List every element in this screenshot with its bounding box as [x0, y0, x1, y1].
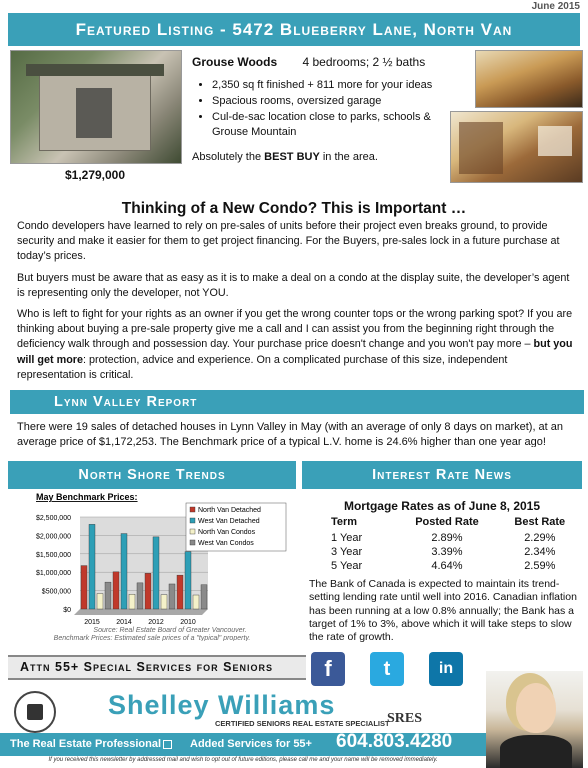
- y-tick-label: $500,000: [41, 588, 71, 596]
- x-tick-label: 2012: [148, 619, 164, 626]
- listing-features: [192, 78, 454, 141]
- legend-swatch: [190, 540, 195, 545]
- paragraph-text: : protection, advice and experience. On a complicated purchase of this size, independent representation is critical.: [17, 353, 508, 381]
- paragraph-text: Who is left to fight for your rights as an owner if you get the wrong counter tops or the wrong parking spot? If you are thinking about buying a pre-sale property give me a call and I can assist you from the beginning right through the deficiency walk through and possession day. Your purchase price doesn't change and you won't pay more –: [17, 308, 573, 351]
- footer-tagline: The Real Estate Professional: [10, 738, 161, 750]
- chart-bar: [121, 534, 127, 609]
- paragraph-bold: but you will get more: [17, 338, 573, 366]
- column-header: Term: [331, 516, 358, 528]
- linkedin-icon[interactable]: in: [429, 652, 463, 686]
- table-row: [309, 531, 581, 545]
- chart-benchmark-note: Benchmark Prices: Estimated sale prices of a "typical" property.: [53, 635, 251, 641]
- agent-portrait: [486, 671, 583, 768]
- issue-date: June 2015: [531, 1, 580, 12]
- beds-baths: 4 bedrooms; 2 ½ baths: [302, 55, 426, 69]
- chart-bar: [193, 595, 199, 609]
- article-paragraph: Condo developers have learned to rely on pre-sales of units before their project even breaks ground, to provide security and make it easier for them to get project financing. For the Buyers, pre-sales lock in a future purchase at today’s prices.: [17, 220, 560, 263]
- sres-logo: SRES: [387, 711, 423, 726]
- chart-bar: [97, 594, 103, 609]
- north-shore-banner: North Shore Trends: [8, 461, 296, 489]
- best-buy-suffix: in the area.: [322, 151, 378, 163]
- neighbourhood-name: Grouse Woods: [192, 55, 278, 69]
- best-buy-prefix: Absolutely the: [192, 151, 262, 163]
- table-cell: 2.89%: [431, 532, 463, 544]
- featured-listing-banner: Featured Listing - 5472 Blueberry Lane, North Van: [8, 13, 580, 46]
- list-item: • 2,350 sq ft finished + 811 more for your ideas: [212, 78, 454, 93]
- chart-bar: [145, 573, 151, 609]
- chart-bar: [89, 524, 95, 609]
- article-paragraph: [17, 307, 575, 383]
- y-tick-label: $1,000,000: [35, 570, 71, 578]
- chart-bar: [113, 572, 119, 609]
- column-header: Best Rate: [514, 516, 566, 528]
- x-tick-label: 2014: [116, 619, 132, 626]
- legend-label: North Van Condos: [198, 529, 256, 536]
- table-cell: 2.59%: [524, 560, 556, 572]
- footer-services: Added Services for 55+: [190, 738, 312, 750]
- table-header-row: [309, 516, 581, 531]
- x-tick-label: 2015: [84, 619, 100, 626]
- mortgage-rates-table: [309, 516, 581, 573]
- table-cell: 5 Year: [331, 560, 363, 572]
- chart-bar: [81, 566, 87, 609]
- agent-phone[interactable]: 604.803.4280: [336, 731, 453, 752]
- y-tick-label: $2,500,000: [35, 515, 71, 522]
- chart-bar: [153, 537, 159, 609]
- checkbox-square-icon: [163, 740, 172, 749]
- chart-bar: [105, 582, 111, 609]
- list-item: • Spacious rooms, oversized garage: [212, 94, 454, 109]
- benchmark-chart-svg: [10, 491, 294, 641]
- legend-swatch: [190, 518, 195, 523]
- chart-bar: [177, 575, 183, 609]
- legend-label: West Van Detached: [198, 518, 260, 525]
- best-buy-line: [192, 151, 378, 163]
- legend-label: North Van Detached: [198, 507, 261, 514]
- facebook-icon[interactable]: f: [311, 652, 345, 686]
- bank-of-canada-text: The Bank of Canada is expected to maintain its trend-setting lending rate until well into 2016. Canadian inflation has been running at a low 0.8% annually; the Bank has a target of 1% to 3%, above which it will take steps to slow the rate of growth.: [309, 578, 577, 644]
- chart-bar: [201, 585, 207, 609]
- chart-bar: [161, 595, 167, 609]
- table-cell: 3.39%: [431, 546, 463, 558]
- x-tick-label: 2010: [180, 619, 196, 626]
- legend-label: West Van Condos: [198, 540, 254, 547]
- medallion-seal-icon: [14, 691, 56, 733]
- chart-source: Source: Real Estate Board of Greater Vancouver.: [93, 627, 247, 634]
- y-tick-label: $1,500,000: [35, 551, 71, 559]
- condo-article: [17, 219, 575, 389]
- table-cell: 4.64%: [431, 560, 463, 572]
- article-paragraph: But buyers must be aware that as easy as it is to make a deal on a condo at the display suite, the developer’s agent is representing only the developer, not YOU.: [17, 271, 570, 299]
- table-row: [309, 545, 581, 559]
- house-exterior-photo: [10, 50, 182, 164]
- condo-article-title: Thinking of a New Condo? This is Important …: [121, 200, 467, 217]
- y-tick-label: $2,000,000: [35, 533, 71, 541]
- agent-name: Shelley Williams: [108, 690, 336, 720]
- chart-bar: [129, 594, 135, 609]
- listing-price: $1,279,000: [64, 168, 126, 182]
- y-tick-label: $0: [63, 607, 71, 614]
- plot-floor: [74, 609, 208, 615]
- chart-bar: [185, 552, 191, 609]
- table-row: [309, 559, 581, 573]
- kitchen-photo: [450, 111, 583, 183]
- chart-bar: [169, 584, 175, 609]
- mortgage-rates-title: Mortgage Rates as of June 8, 2015: [343, 499, 541, 513]
- twitter-icon[interactable]: t: [370, 652, 404, 686]
- table-cell: 3 Year: [331, 546, 363, 558]
- benchmark-chart: [10, 491, 294, 641]
- column-header: Posted Rate: [415, 516, 479, 528]
- table-cell: 2.34%: [524, 546, 556, 558]
- living-room-photo: [475, 50, 583, 108]
- legend-swatch: [190, 529, 195, 534]
- seniors-services-banner: Attn 55+ Special Services for Seniors: [8, 655, 306, 680]
- chart-bar: [137, 583, 143, 609]
- legend-swatch: [190, 507, 195, 512]
- table-cell: 1 Year: [331, 532, 363, 544]
- lynn-valley-banner: Lynn Valley Report: [10, 390, 584, 414]
- lynn-valley-text: There were 19 sales of detached houses in Lynn Valley in May (with an average of only 8 days on market), at an average price of $1,172,253. The Benchmark price of a typical L.V. home is 24.6% higher than one year ago!: [17, 421, 564, 447]
- listing-summary: [192, 55, 425, 69]
- opt-out-disclaimer: If you received this newsletter by addressed mail and wish to opt out of future editions, please call me and your name will be removed immediately.: [48, 757, 438, 763]
- footer-bar: [0, 733, 486, 756]
- chart-title: May Benchmark Prices:: [36, 492, 138, 502]
- best-buy-bold: BEST BUY: [264, 151, 320, 163]
- table-cell: 2.29%: [524, 532, 556, 544]
- list-item: • Cul-de-sac location close to parks, schools & Grouse Mountain: [212, 110, 454, 140]
- agent-certification: CERTIFIED SENIORS REAL ESTATE SPECIALIST: [215, 719, 390, 728]
- interest-rate-banner: Interest Rate News: [302, 461, 582, 489]
